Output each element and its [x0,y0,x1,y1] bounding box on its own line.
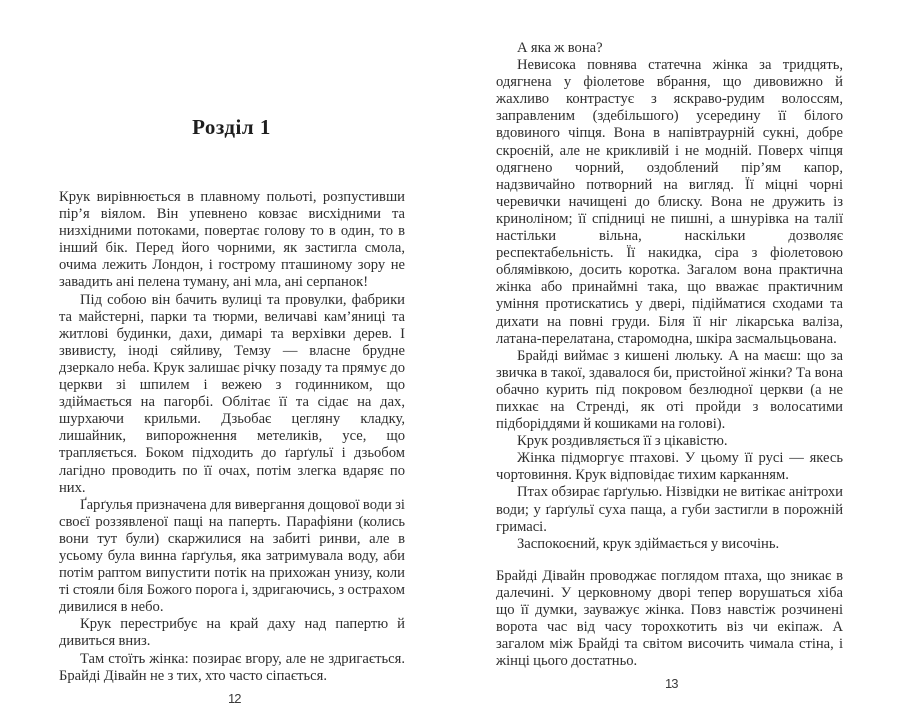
paragraph: Під собою він бачить вулиці та провулки, фабрики та майстерні, парки та тюрми, величаві кам’яниці та житлові будинки, дахи, димарі та верхівки дерев. І звивисту, іноді сяйливу, Темзу — власне брудне дзеркало неба. Крук залишає річку позаду та прямує до церкви зі шпилем і вежею з годинником, що здіймається на пагорбі. Облітає її та сідає на дах, шурхаючи крильми. Дзьобає цегляну кладку, лишайник, випорожнення метеликів, усе, що трапляється. Боком підходить до ґарґульї і дзьобом лагідно проводить по її очах, потім злегка вдаряє по них. [59,291,405,496]
page-number: 12 [228,690,241,706]
paragraph: Крук перестрибує на край даху над папертю й дивиться вниз. [59,616,405,650]
paragraph: Птах обзирає ґарґулью. Нізвідки не витікає анітрохи води; у ґарґульї суха паща, а губи застигли в порожній гримасі. [496,484,843,535]
paragraph: Крук роздивляється її з цікавістю. [517,433,728,450]
paragraph: А яка ж вона? [517,40,603,56]
paragraph: Заспокоєний, крук здіймається у височінь. [517,535,780,552]
paragraph: Невисока повнява статечна жінка за тридцять, одягнена у фіолетове вбрання, що дивовижно й жахливо контрастує з яскраво-рудим волоссям, заправленим (здебільшого) усередину її білого вдовиного чіпця. Вона в напівтраурній сукні, добре скроєній, але не крикливій і не модній. Поверх чіпця одягнено чорний, оздоблений пір’ям капор, надзвичайно потворний на вигляд. Її міцні чорні черевички начищені до блиску. Вона не дружить із криноліном; її спідниці не пишні, а шнурівка на талії настільки вільна, наскільки дозволяє респектабельність. Її накидка, сіра з фіолетовою облямівкою, досить коротка. Загалом вона практична жінка або принаймні така, що вважає практичним уміння протискатись у двері, підійматися сходами та дихати на повні груди. Біля її ніг лікарська валіза, латана-перелатана, старомодна, шкіра засмальцьована. [496,57,843,347]
paragraph: Жінка підморгує птахові. У цьому її русі — якесь чортовиння. Крук відповідає тихим карканням. [496,450,843,484]
paragraph-after-break: Брайді Дівайн проводжає поглядом птаха, що зникає в далечині. У церковному дворі тепер ворушаться хіба що її думки, зауважує жінка. Повз навстіж розчинені ворота час від часу торохкотить віз чи екіпаж. А загалом між Брайді та світом височить чимала стіна, і жінці цього достатньо. [496,567,843,670]
chapter-title: Розділ 1 [192,115,271,139]
paragraph: Ґарґулья призначена для вивергання дощової води зі своєї роззявленої пащі на паперть. Парафіяни (колись вони тут були) скаржилися на забиті ринви, але в усьому була винна ґарґулья, яка затримувала воду, аби потім раптом випустити потік на прихожан унизу, коли ті стояли біля Божого порога і, здригаючись, з острахом дивилися в небо. [59,496,405,616]
paragraph: Там стоїть жінка: позирає вгору, але не здригається. Брайді Дівайн не з тих, хто часто сіпається. [59,650,405,684]
paragraph: Крук вирівнюється в плавному польоті, розпустивши пір’я віялом. Він упевнено ковзає висхідними та низхідними потоками, повертає голову то в один, то в інший бік. Перед його чорними, як застигла смола, очима лежить Лондон, і гострому пташиному зору не завадить ані пелена туману, ані мла, ані серпанок! [59,189,405,291]
section-break [496,553,843,568]
left-page-body [59,189,405,685]
paragraph: Брайді виймає з кишені люльку. А на маєш: що за звичка в такої, здавалося би, пристойної жінки? Та вона обачно курить під покровом безлюдної церкви (а не пихкає на Стренді, як оті пройди з волосатими підборіддями й кошиками на голові). [496,347,843,433]
right-page [450,0,900,692]
right-page-body [496,40,843,670]
page-number: 13 [665,676,678,692]
